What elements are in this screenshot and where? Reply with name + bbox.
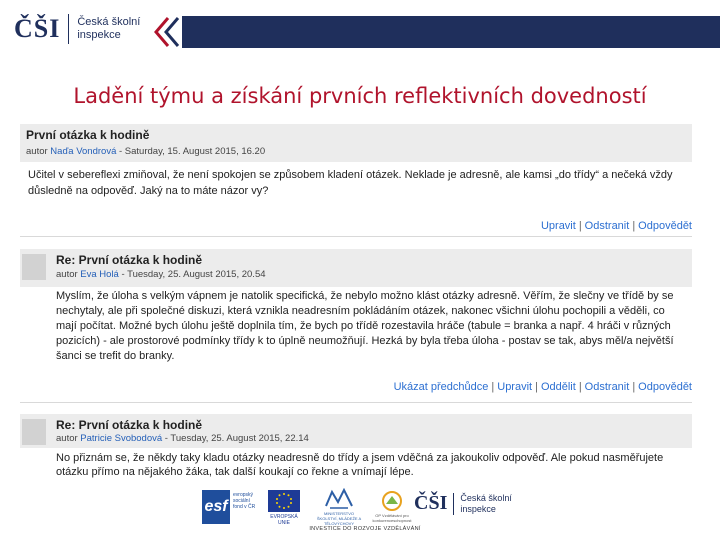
- action-separator: |: [632, 381, 636, 393]
- logo-mark: ČŠI: [14, 14, 61, 43]
- op-caption: OP Vzdělávání pro konkurenceschopnost: [372, 513, 412, 523]
- esf-logo: [202, 490, 260, 524]
- esf-caption: evropský sociální fond v ČR: [233, 492, 256, 510]
- eu-flag-icon: [268, 490, 300, 512]
- funding-logos: [0, 486, 720, 540]
- reply-link[interactable]: Odpovědět: [638, 381, 692, 393]
- csi-footer-divider: [453, 493, 454, 515]
- double-chevron-icon: [146, 14, 182, 50]
- logo-line-1: Česká školní: [77, 16, 141, 28]
- action-separator: |: [491, 381, 495, 393]
- show-parent-link[interactable]: Ukázat předchůdce: [393, 381, 489, 393]
- action-separator: |: [578, 220, 582, 232]
- meta-prefix: autor: [26, 146, 51, 157]
- delete-link[interactable]: Odstranit: [584, 220, 630, 232]
- delete-link[interactable]: Odstranit: [584, 381, 630, 393]
- post-header: [20, 414, 692, 448]
- msmt-emblem-icon: [324, 488, 354, 510]
- csi-logo: [14, 14, 140, 44]
- forum-post: [20, 249, 692, 393]
- edit-link[interactable]: Upravit: [540, 220, 576, 232]
- post-meta: [56, 269, 266, 280]
- post-title: Re: První otázka k hodině: [56, 253, 203, 267]
- csi-footer-line-2: inspekce: [460, 503, 496, 514]
- csi-footer-text: [460, 493, 512, 515]
- msmt-caption: MINISTERSTVO ŠKOLSTVÍ, MLÁDEŽE A TĚLOVÝCHOVY: [316, 511, 362, 526]
- post-divider: [20, 236, 692, 237]
- meta-date: - Saturday, 15. August 2015, 16.20: [116, 146, 266, 157]
- post-title: Re: První otázka k hodině: [56, 418, 203, 432]
- author-link[interactable]: Eva Holá: [80, 269, 119, 280]
- split-link[interactable]: Oddělit: [540, 381, 576, 393]
- csi-footer-line-1: Česká školní: [460, 492, 512, 503]
- post-header: [20, 124, 692, 162]
- author-link[interactable]: Patricie Svobodová: [80, 433, 163, 444]
- eu-logo: [264, 490, 304, 524]
- action-separator: |: [632, 220, 636, 232]
- action-separator: |: [578, 381, 582, 393]
- eu-caption: EVROPSKÁ UNIE: [270, 514, 298, 526]
- slide-title: Ladění týmu a získání prvních reflektivních dovedností: [73, 84, 647, 108]
- meta-date: - Tuesday, 25. August 2015, 22.14: [162, 433, 309, 444]
- logo-line-2: inspekce: [77, 29, 121, 41]
- post-header: [20, 249, 692, 287]
- author-link[interactable]: Naďa Vondrová: [50, 146, 117, 157]
- op-vk-logo: [370, 490, 414, 524]
- meta-date: - Tuesday, 25. August 2015, 20.54: [118, 269, 266, 280]
- meta-prefix: autor: [56, 269, 81, 280]
- edit-link[interactable]: Upravit: [497, 381, 533, 393]
- post-body: Učitel v sebereflexi zmiňoval, že není spokojen se způsobem kladení otázek. Neklade je adresně, ale kamsi „do třídy“ a nečeká vždy důsledně na odpověď. Jaký na to máte názor vy?: [28, 169, 673, 197]
- post-body: No přiznám se, že někdy taky kladu otázky neadresně do třídy a jsem vděčná za jakoukoliv odpověď. Ale pokud nasměřujete otázku přímo na nějakého žáka, tak další koukají co řekne a vnímají lépe.: [56, 452, 664, 478]
- logo-text: [77, 16, 140, 42]
- post-actions: [394, 381, 692, 393]
- logo-divider: [68, 14, 69, 44]
- post-divider: [20, 402, 692, 403]
- post-meta: [26, 146, 265, 157]
- header-bar: [146, 16, 720, 48]
- post-meta: [56, 433, 309, 444]
- forum-post: [20, 414, 692, 479]
- meta-prefix: autor: [56, 433, 81, 444]
- csi-footer-logo: [414, 492, 512, 515]
- post-actions: [541, 220, 692, 232]
- csi-footer-mark: ČŠI: [414, 492, 448, 514]
- forum-post: [20, 124, 692, 232]
- op-emblem-icon: [381, 490, 403, 512]
- reply-link[interactable]: Odpovědět: [638, 220, 692, 232]
- funding-tagline: INVESTICE DO ROZVOJE VZDĚLÁVÁNÍ: [309, 526, 421, 532]
- msmt-logo: [314, 488, 364, 524]
- action-separator: |: [535, 381, 538, 393]
- post-title: První otázka k hodině: [26, 128, 150, 142]
- slide-header: [0, 0, 720, 60]
- esf-mark: esf: [202, 490, 230, 524]
- avatar: [22, 254, 46, 280]
- post-body: Myslím, že úloha s velkým vápnem je natolik specifická, že nebylo možno klást otázky adresně. Věřím, že slečny ve třídě by se nechytaly, ale při společné diskuzi, která vznikla neadresním pokládáním otázek, nakonec všichni úlohu pochopili a věděli, co mají počítat. Možné bych úlohu ještě doplnila tím, že bych po třídě rozestavila hráče (tabule = branka a např. 4 hráči v různých pozicích) - ale prostorové podmínky třídy k to úplně neumožňují. Hezká by byla třeba úloha - postav se tak, abys měl/a největší šanci se trefit do branky.: [56, 290, 674, 362]
- avatar: [22, 419, 46, 445]
